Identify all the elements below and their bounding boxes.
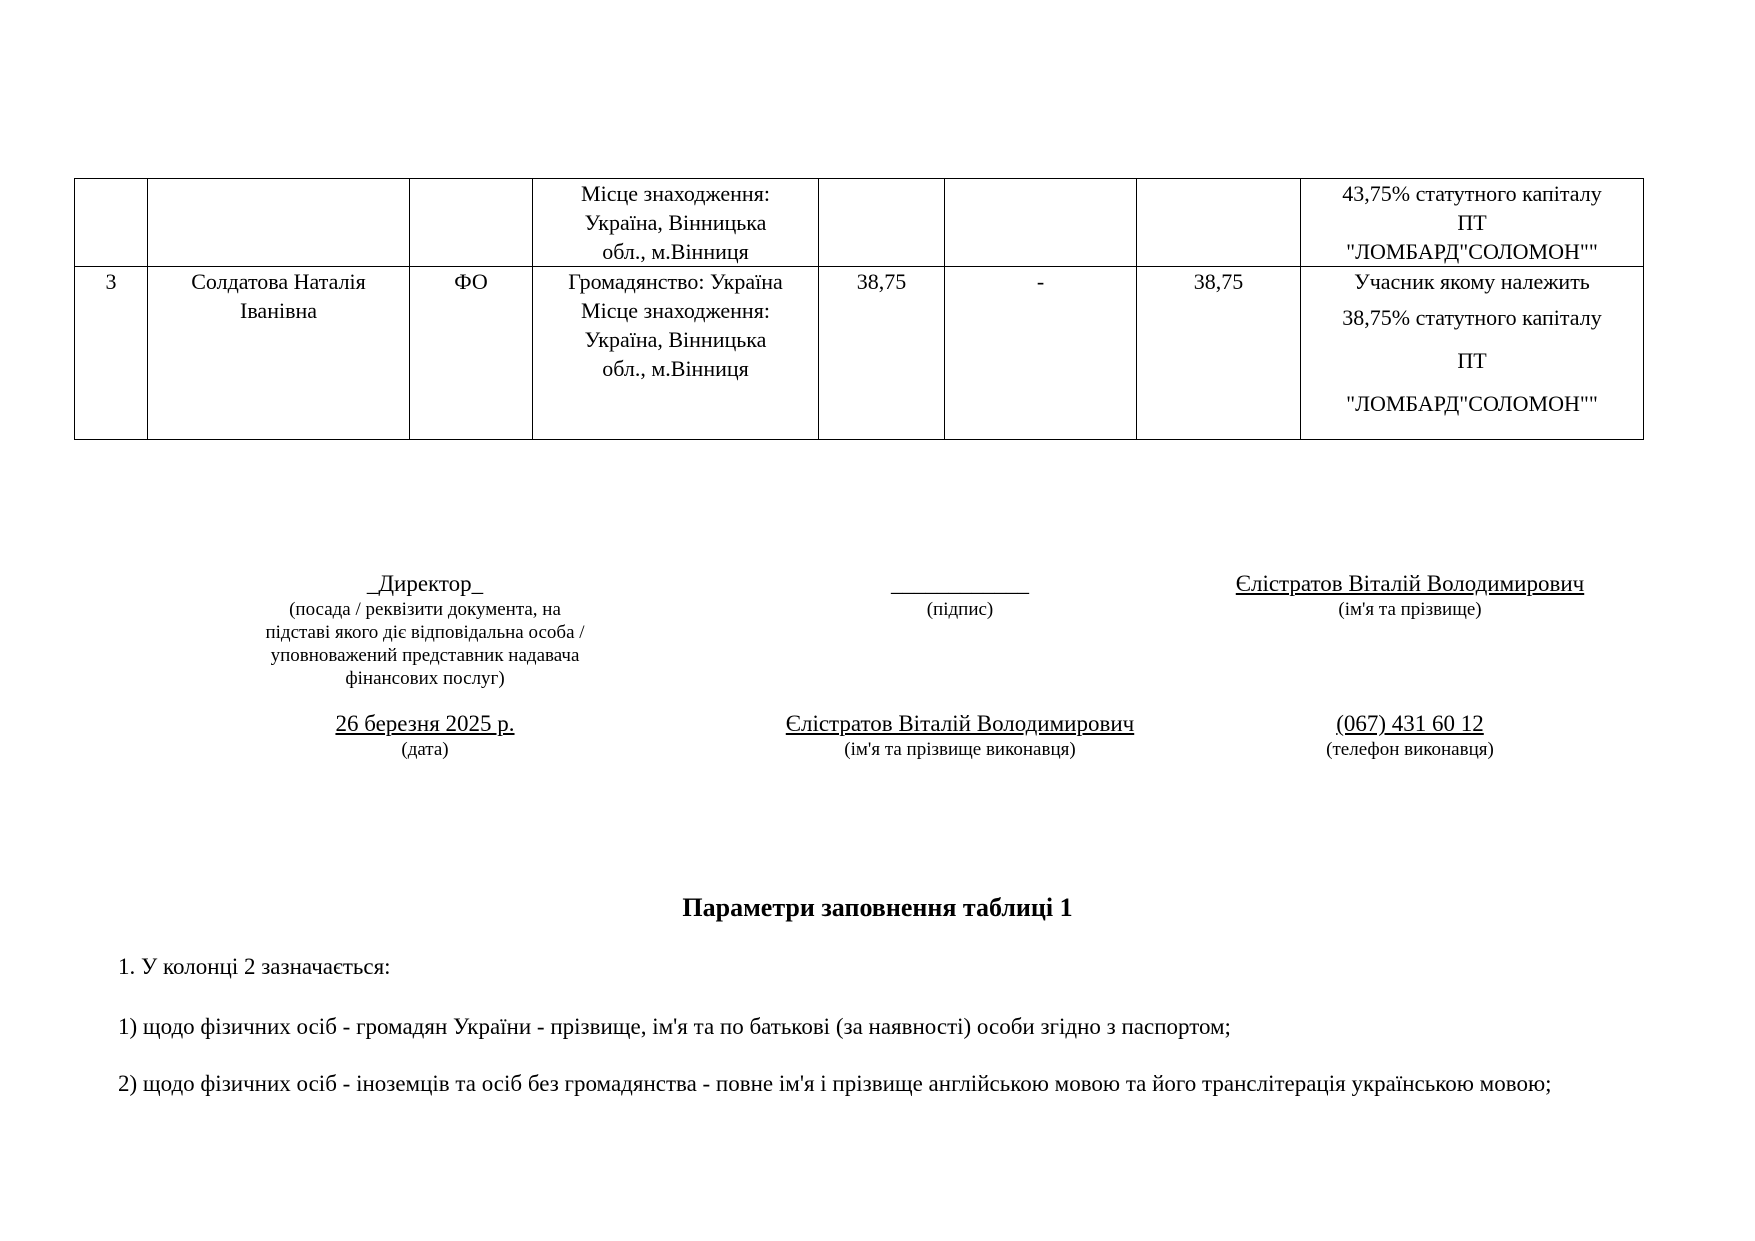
name-caption: (ім'я та прізвище) xyxy=(1338,599,1482,620)
cell-indirect xyxy=(945,179,1137,267)
cell-type xyxy=(410,179,533,267)
paragraph: 1) щодо фізичних осіб - громадян України - прізвище, ім'я та по батькові (за наявності) особи згідно з паспортом; xyxy=(118,1014,1231,1039)
position-caption-line: підставі якого діє відповідальна особа / xyxy=(265,622,585,643)
details-line: Україна, Вінницька xyxy=(584,327,767,352)
executor-value: Єлістратов Віталій Володимирович xyxy=(785,711,1135,736)
location-line: Місце знаходження: xyxy=(581,181,770,206)
section-title: Параметри заповнення таблиці 1 xyxy=(682,893,1073,922)
cell-note xyxy=(1301,179,1644,267)
phone-caption: (телефон виконавця) xyxy=(1326,739,1494,760)
cell-type: ФО xyxy=(410,267,533,440)
position-caption-line: уповноважений представник надавача xyxy=(270,645,580,666)
cell-indirect: - xyxy=(945,267,1137,440)
signature-line: ____________ xyxy=(891,571,1029,596)
phone-block xyxy=(1260,710,1560,761)
cell-name: Солдатова Наталія Іванівна xyxy=(148,267,410,440)
location-line: обл., м.Вінниця xyxy=(602,239,749,264)
signature-block xyxy=(810,570,1110,621)
note-line: 38,75% статутного капіталу xyxy=(1342,305,1602,330)
table-row xyxy=(75,267,1644,440)
date-value: 26 березня 2025 р. xyxy=(335,711,515,736)
cell-total xyxy=(1137,179,1301,267)
paragraph: 2) щодо фізичних осіб - іноземців та осіб без громадянства - повне ім'я і прізвище англійською мовою та його транслітерація українською мовою; xyxy=(118,1071,1552,1096)
note-line: ПТ xyxy=(1457,210,1487,235)
note-line: "ЛОМБАРД"СОЛОМОН"" xyxy=(1346,391,1598,416)
ownership-table xyxy=(74,178,1644,440)
cell-num: 3 xyxy=(75,267,148,440)
details-line: Місце знаходження: xyxy=(581,298,770,323)
name-value: Єлістратов Віталій Володимирович xyxy=(1235,571,1585,596)
cell-details xyxy=(533,267,819,440)
cell-note xyxy=(1301,267,1644,440)
cell-num xyxy=(75,179,148,267)
signature-caption: (підпис) xyxy=(926,599,994,620)
position-caption-line: фінансових послуг) xyxy=(345,668,505,689)
note-line: ПТ xyxy=(1457,348,1487,373)
position-caption-line: (посада / реквізити документа, на xyxy=(289,599,561,620)
details-line: обл., м.Вінниця xyxy=(602,356,749,381)
executor-caption: (ім'я та прізвище виконавця) xyxy=(844,739,1076,760)
position-block xyxy=(205,570,645,690)
cell-details xyxy=(533,179,819,267)
cell-name xyxy=(148,179,410,267)
note-line: "ЛОМБАРД"СОЛОМОН"" xyxy=(1346,239,1598,264)
position-value: _Директор_ xyxy=(366,571,484,596)
date-caption: (дата) xyxy=(401,739,449,760)
phone-value: (067) 431 60 12 xyxy=(1336,711,1484,736)
cell-direct xyxy=(819,179,945,267)
cell-direct: 38,75 xyxy=(819,267,945,440)
paragraph: 1. У колонці 2 зазначається: xyxy=(118,954,391,979)
executor-block xyxy=(735,710,1185,761)
note-line: 43,75% статутного капіталу xyxy=(1342,181,1602,206)
details-line: Громадянство: Україна xyxy=(568,269,783,294)
date-block xyxy=(225,710,625,761)
table-row xyxy=(75,179,1644,267)
location-line: Україна, Вінницька xyxy=(584,210,767,235)
name-block xyxy=(1190,570,1630,621)
note-line: Учасник якому належить xyxy=(1354,269,1590,294)
cell-total: 38,75 xyxy=(1137,267,1301,440)
